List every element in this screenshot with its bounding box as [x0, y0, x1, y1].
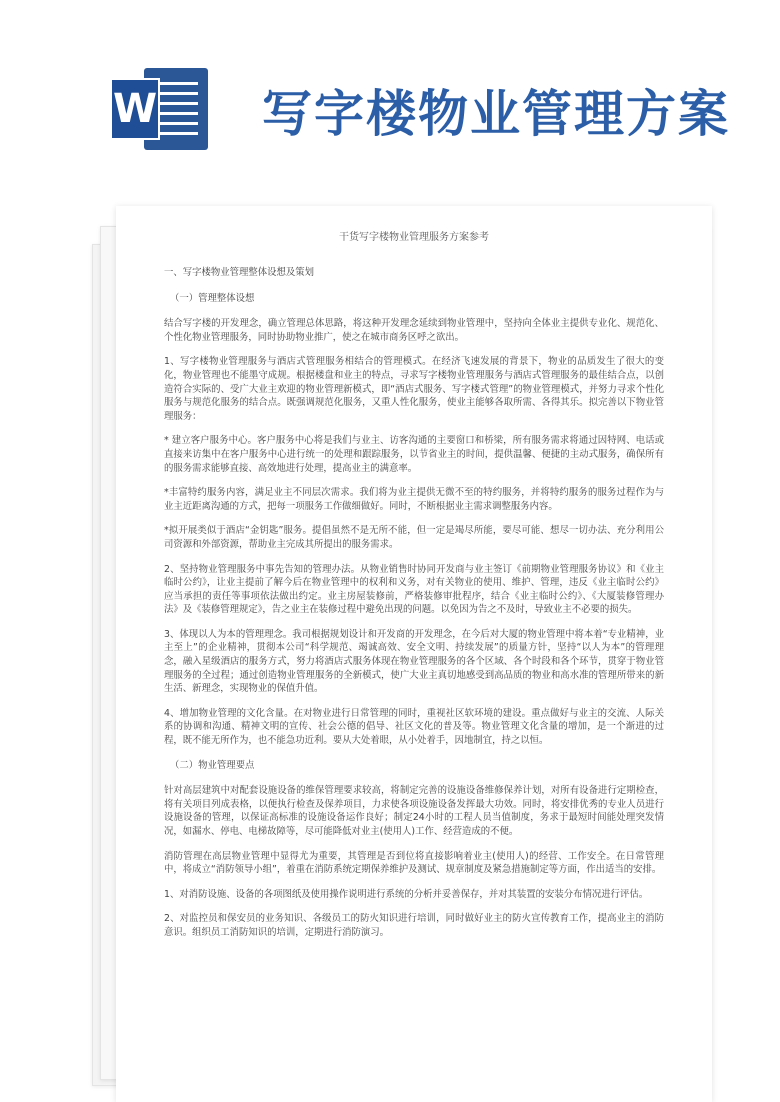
page-title: 写字楼物业管理方案 — [262, 84, 730, 143]
document-body — [164, 266, 664, 951]
paragraph: * 建立客户服务中心。客户服务中心将是我们与业主、访客沟通的主要窗口和桥梁，所有服务需求将通过因特网、电话或直接来访集中在客户服务中心进行统一的处理和跟踪服务，以节省业主的时间，提供温馨、便捷的主动式服务，确保所有的服务需求能够直接、高效地进行处理，提高业主的满意率。 — [164, 435, 664, 474]
page-header — [0, 0, 780, 190]
paragraph: 消防管理在高层物业管理中显得尤为重要，其管理是否到位将直接影响着业主(使用人)的经营、工作安全。在日常管理中，将成立“消防领导小组”，着重在消防系统定期保养维护及测试、规章制度及紧急措施制定等方面，作出适当的安排。 — [164, 850, 664, 876]
paragraph: 针对高层建筑中对配套设施设备的维保管理要求较高，将制定完善的设施设备维修保养计划，对所有设备进行定期检查，将有关项目列成表格，以便执行检查及保养项目，力求使各项设施设备发挥最大功效。同时，将安排优秀的专业人员进行设施设备的管理，以保证高标准的设施设备运作良好；制定24小时的工程人员当值制度，务求于最短时间能处理突发情况，如漏水、停电、电梯故障等，尽可能降低对业主(使用人)工作、经营造成的不便。 — [164, 785, 664, 837]
paragraph: *拟开展类似于酒店“金钥匙”服务。提倡虽然不是无所不能，但一定是竭尽所能，要尽可能、想尽一切办法、充分利用公司资源和外部资源，帮助业主完成其所提出的服务需求。 — [164, 525, 664, 550]
paragraph: *丰富特约服务内容，满足业主不同层次需求。我们将为业主提供无微不至的特约服务，并将特约服务的服务过程作为与业主近距离沟通的方式，把每一项服务工作做细做好。同时，不断根据业主需求调整服务内容。 — [164, 487, 664, 512]
document-page — [116, 206, 712, 1102]
paragraph: 4、增加物业管理的文化含量。在对物业进行日常管理的同时，重视社区软环境的建设。重点做好与业主的交流、人际关系的协调和沟通、精神文明的宣传、社会公德的倡导、社区文化的普及等。物业管理文化含量的增加，是一个渐进的过程，既不能无所作为，也不能急功近利。要从大处着眼，从小处着手，因地制宜，持之以恒。 — [164, 707, 664, 747]
subsection-heading: （二）物业管理要点 — [170, 759, 255, 771]
word-document-icon: W — [110, 68, 208, 150]
section-heading: 一、写字楼物业管理整体设想及策划 — [164, 267, 315, 278]
document-title: 干货写字楼物业管理服务方案参考 — [339, 232, 489, 243]
paragraph: 1、对消防设施、设备的各项图纸及使用操作说明进行系统的分析并妥善保存，并对其装置的安装分布情况进行评估。 — [164, 888, 649, 900]
paragraph: 1、写字楼物业管理服务与酒店式管理服务相结合的管理模式。在经济飞速发展的背景下，物业的品质发生了很大的变化，物业管理也不能墨守成规。根据楼盘和业主的特点，寻求写字楼物业管理服务与酒店式管理服务的最佳结合点，以创造符合实际的、受广大业主欢迎的物业管理新模式，即“酒店式服务、写字楼式管理”的物业管理模式，并努力寻求个性化服务与规范化服务的结合点。既强调规范化服务，又重人性化服务，使业主能够各取所需、各得其乐。拟完善以下物业管理服务： — [164, 356, 664, 422]
subsection-heading: （一）管理整体设想 — [170, 292, 255, 304]
paragraph: 3、体现以人为本的管理理念。我司根据规划设计和开发商的开发理念，在今后对大厦的物业管理中将本着“专业精神，业主至上”的企业精神，贯彻本公司“科学规范、竭诚高效、安全文明、持续发展”的质量方针，坚持“以人为本”的管理理念，融入星级酒店的服务方式，努力将酒店式服务体现在物业管理服务的各个区域、各个时段和各个环节，贯穿于物业管理服务的全过程；通过创造物业管理服务的全新模式，使广大业主真切地感受到高品质的物业和高水准的管理所带来的新生活、新理念，实现物业的保值升值。 — [164, 628, 664, 695]
paragraph: 2、坚持物业管理服务中事先告知的管理办法。从物业销售时协同开发商与业主签订《前期物业管理服务协议》和《业主临时公约》，让业主提前了解今后在物业管理中的权利和义务，对有关物业的使用、维护、管理，违反《业主临时公约》应当承担的责任等事项依法做出约定。业主房屋装修前，严格装修审批程序，结合《业主临时公约》、《大厦装修管理办法》及《装修管理规定》，告之业主在装修过程中避免出现的问题。以免因为告之不及时，导致业主不必要的损失。 — [164, 563, 664, 616]
paragraph: 2、对监控员和保安员的业务知识、各级员工的防火知识进行培训，同时做好业主的防火宣传教育工作，提高业主的消防意识。组织员工消防知识的培训，定期进行消防演习。 — [164, 913, 664, 938]
paragraph: 结合写字楼的开发理念，确立管理总体思路，将这种开发理念延续到物业管理中，坚持向全体业主提供专业化、规范化、个性化物业管理服务，同时协助物业推广，使之在城市商务区呼之欲出。 — [164, 318, 664, 343]
